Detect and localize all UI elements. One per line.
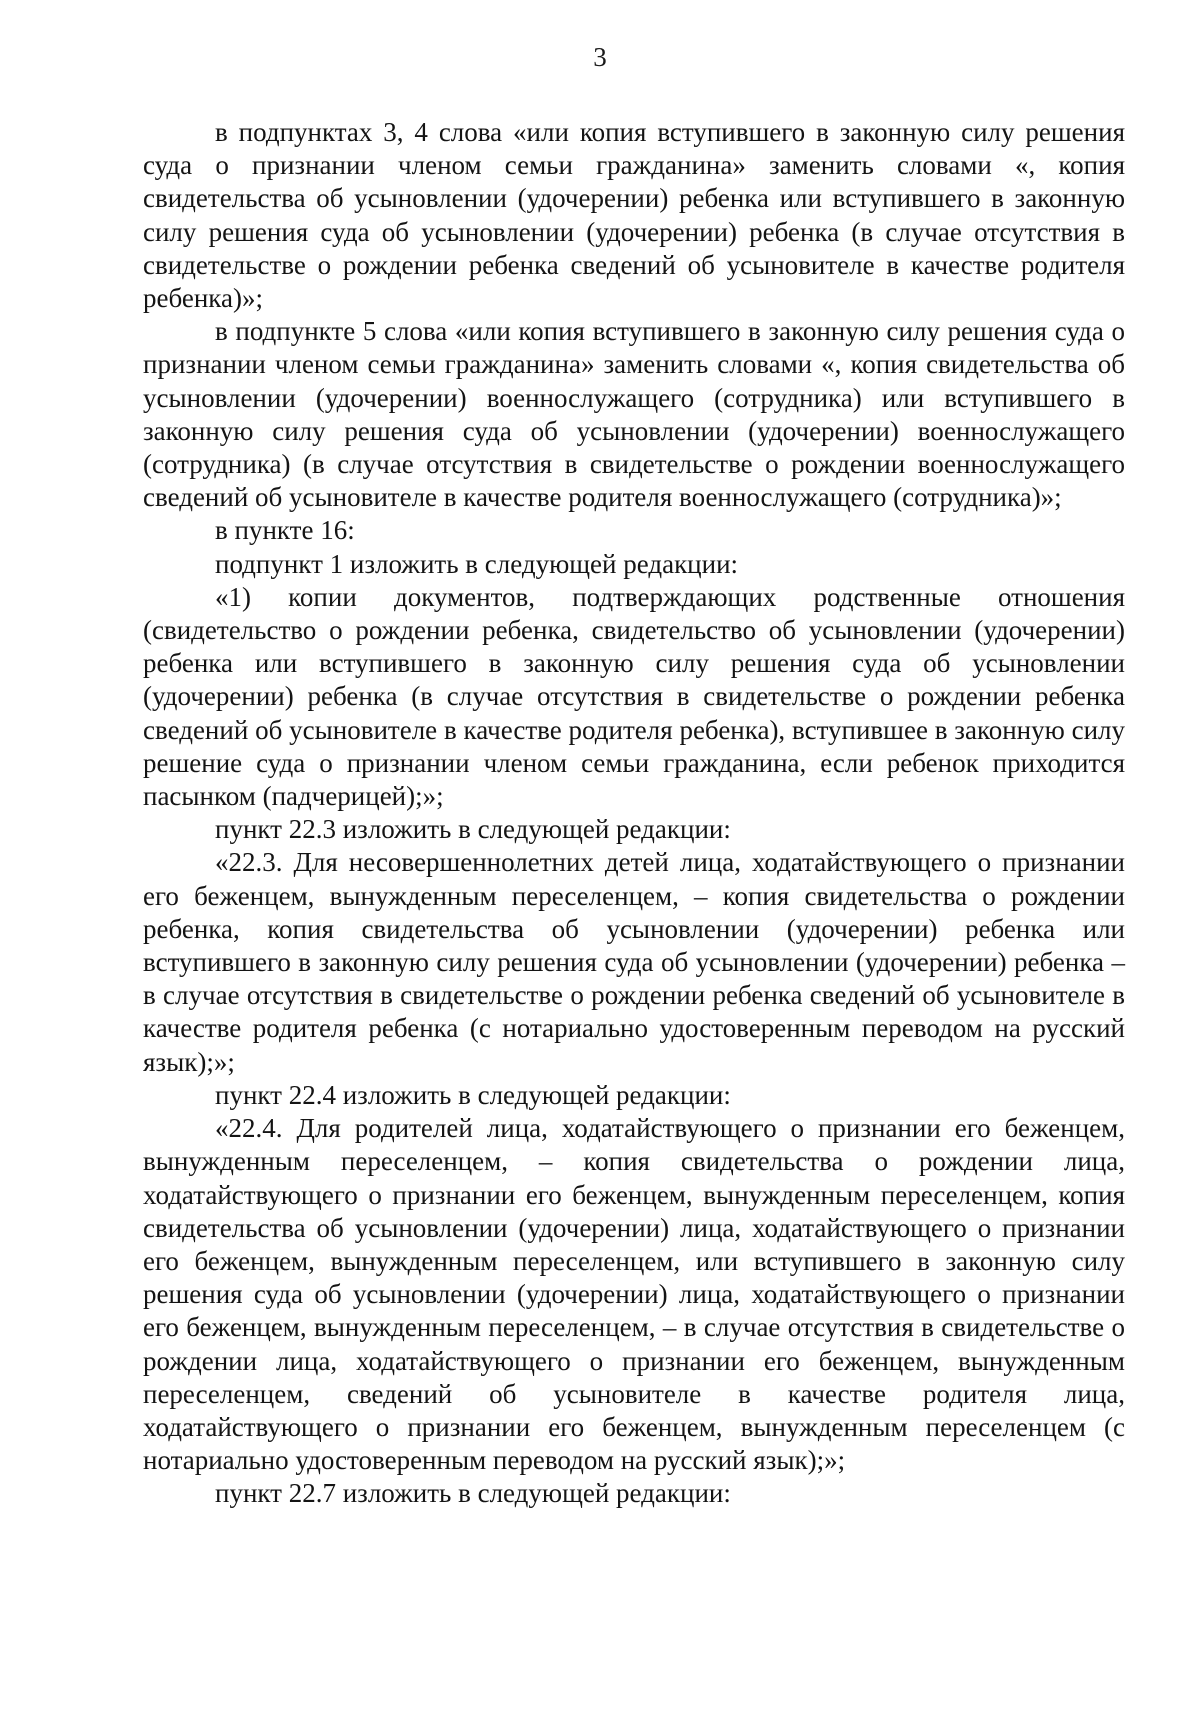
page-number: 3	[593, 42, 607, 72]
paragraph-item-16: в пункте 16:	[215, 515, 355, 546]
paragraph-subitems-3-4: в подпунктах 3, 4 слова «или копия вступившего в законную силу решения суда о признании членом семьи гражданина» заменить словами «, копия свидетельства об усыновлении (удочерении) ребенка или вступившего в законную силу решения суда об усыновлении (удочерении) ребенка (в случае отсутствия в свидетельстве о рождении ребенка сведений об усыновителе в качестве родителя ребенка)»;	[143, 117, 1125, 314]
paragraph-item-22-4-text: «22.4. Для родителей лица, ходатайствующего о признании его беженцем, вынужденным переселенцем, – копия свидетельства о рождении лица, ходатайствующего о признании его беженцем, вынужденным переселенцем, копия свидетельства об усыновлении (удочерении) лица, ходатайствующего о признании его беженцем, вынужденным переселенцем, или вступившего в законную силу решения суда об усыновлении (удочерении) лица, ходатайствующего о признании его беженцем, вынужденным переселенцем, – в случае отсутствия в свидетельстве о рождении лица, ходатайствующего о признании его беженцем, вынужденным переселенцем, сведений об усыновителе в качестве родителя лица, ходатайствующего о признании его беженцем, вынужденным переселенцем (с нотариально удостоверенным переводом на русский язык);»;	[143, 1113, 1125, 1476]
document-body	[143, 116, 1125, 1511]
paragraph-item-22-7-heading: пункт 22.7 изложить в следующей редакции:	[215, 1478, 731, 1509]
paragraph-item-22-3-text: «22.3. Для несовершеннолетних детей лица, ходатайствующего о признании его беженцем, вынужденным переселенцем, – копия свидетельства о рождении ребенка, копия свидетельства об усыновлении (удочерении) ребенка или вступившего в законную силу решения суда об усыновлении (удочерении) ребенка – в случае отсутствия в свидетельстве о рождении ребенка сведений об усыновителе в качестве родителя ребенка (с нотариально удостоверенным переводом на русский язык);»;	[143, 847, 1125, 1077]
paragraph-subitem-5: в подпункте 5 слова «или копия вступившего в законную силу решения суда о признании членом семьи гражданина» заменить словами «, копия свидетельства об усыновлении (удочерении) военнослужащего (сотрудника) или вступившего в законную силу решения суда об усыновлении (удочерении) военнослужащего (сотрудника) (в случае отсутствия в свидетельстве о рождении военнослужащего сведений об усыновителе в качестве родителя военнослужащего (сотрудника)»;	[143, 316, 1125, 513]
paragraph-item-22-4-heading: пункт 22.4 изложить в следующей редакции:	[215, 1079, 731, 1110]
paragraph-subitem-1-heading: подпункт 1 изложить в следующей редакции:	[215, 548, 739, 579]
paragraph-item-22-3-heading: пункт 22.3 изложить в следующей редакции:	[215, 814, 731, 845]
paragraph-subitem-1-text: «1) копии документов, подтверждающих родственные отношения (свидетельство о рождении ребенка, свидетельство об усыновлении (удочерении) ребенка или вступившего в законную силу решения суда об усыновлении (удочерении) ребенка (в случае отсутствия в свидетельстве о рождении ребенка сведений об усыновителе в качестве родителя ребенка), вступившее в законную силу решение суда о признании членом семьи гражданина, если ребенок приходится пасынком (падчерицей);»;	[143, 581, 1125, 812]
